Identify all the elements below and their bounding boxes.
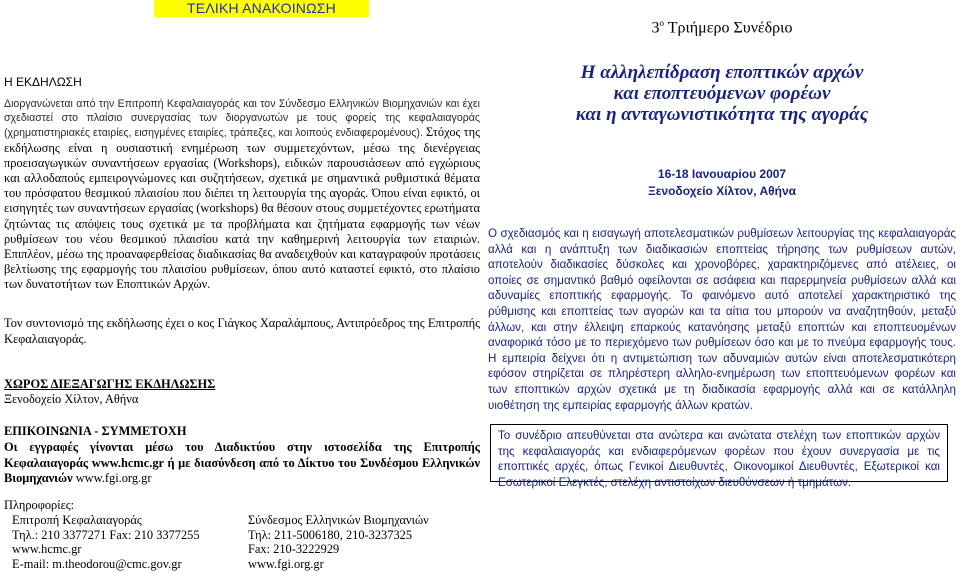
conference-dates-block [488, 166, 956, 200]
venue-text: Ξενοδοχείο Χίλτον, Αθήνα [4, 392, 139, 406]
info-line: Fax: 210-3222929 [248, 542, 340, 556]
title-line: και η ανταγωνιστικότητα της αγοράς [575, 104, 869, 125]
info-line: Επιτροπή Κεφαλαιαγοράς [12, 513, 142, 527]
audience-box: Το συνέδριο απευθύνεται στα ανώτερα και ανώτατα στελέχη των εποπτικών αρχών της κεφαλαιαγοράς και ενδιαφερόμενων φορέων που έχουν συνεργασία με τις εποπτικές αρχές, όπως Γενικοί Διευθυντές, Οικονομικοί Διευθυντές, Εξωτερικοί και Εσωτερικοί Ελεγκτές, στελέχη αντιστοίχων διευθύνσεων ή τμημάτων. [490, 424, 948, 482]
contact-heading: ΕΠΙΚΟΙΝΩΝΙΑ - ΣΥΜΜΕΤΟΧΗ [4, 424, 187, 438]
conference-number [488, 18, 956, 37]
conference-dates: 16-18 Ιανουαρίου 2007 [657, 167, 787, 181]
venue-heading: ΧΩΡΟΣ ΔΙΕΞΑΓΩΓΗΣ ΕΚΔΗΛΩΣΗΣ [4, 377, 216, 391]
hcmc-link[interactable]: www.hcmc.gr [12, 542, 82, 556]
final-announcement-title: ΤΕΛΙΚΗ ΑΝΑΚΟΙΝΩΣΗ [154, 0, 369, 17]
hcmc-email[interactable]: E-mail: m.theodorou@cmc.gov.gr [12, 556, 182, 571]
info-heading: Πληροφορίες: [4, 498, 75, 512]
info-hcmc-column [12, 513, 200, 571]
conf-text: Τριήμερο Συνέδριο [664, 19, 793, 37]
registration-bold-text: Οι εγγραφές γίνονται μέσω του Διαδικτύου στην ιστοσελίδα της Επιτροπής Κεφαλαιαγοράς www.hcmc.gr ή με διασύνδεση από το Δίκτυο του Συνδέσμου Ελληνικών Βιομηχανιών [4, 440, 480, 485]
info-line: Σύνδεσμος Ελληνικών Βιομηχανιών [248, 513, 429, 527]
registration-paragraph [4, 440, 480, 487]
info-line: Τηλ: 211-5006180, 210-3237325 [248, 527, 413, 542]
info-fgi-column [248, 513, 429, 571]
coordinator-paragraph: Τον συντονισμό της εκδήλωσης έχει ο κος Γιάγκος Χαραλάμπους, Αντιπρόεδρος της Επιτροπής Κεφαλαιαγοράς. [4, 316, 480, 346]
fgi-link-info[interactable]: www.fgi.org.gr [248, 556, 324, 571]
conf-number: 3 [651, 19, 660, 37]
conference-description: Ο σχεδιασμός και η εισαγωγή αποτελεσματικών ρυθμίσεων λειτουργίας της κεφαλαιαγοράς αλλά και η ανάπτυξη των διαδικασιών εποπτείας τήρησης των ρυθμίσεων αυτών, αποτελούν διαδικασίες δύσκολες και χρονοβόρες, χαρακτηριζόμενες από ατέλειες, οι οποίες σε σημαντικό βαθμό οφείλονται σε ασάφεια και παρερμηνεία ρυθμίσεων αλλά και αδυναμίες εποπτικής εφαρμογής. Το φαινόμενο αυτό αποτελεί χαρακτηριστικό της ρύθμισης και εποπτείας των αγορών και τα αίτια του μπορούν να αναζητηθούν, μεταξύ άλλων, και στην έλλειψη επαρκούς κατανόησης μεταξύ εποπτών και εποπτευομένων αναφορικά τόσο με το περιεχόμενο των ρυθμίσεων όσο και με το πνεύμα εφαρμογής τους. Η εμπειρία δείχνει ότι η αντιμετώπιση των αδυναμιών αυτών είναι αποτελεσματικότερη εφόσον στηρίζεται σε πληρέστερη αλληλο-ενημέρωση των εποπτευόμενων φορέων και των εποπτικών αρχών σχετικά με τη διαδικασία εφαρμογής αλλά και σε κατάλληλη υιοθέτηση της εμπειρίας εφαρμογής άλλων κρατών. [488, 227, 956, 412]
info-line: Τηλ.: 210 3377271 Fax: 210 3377255 [12, 527, 200, 542]
title-line: Η αλληλεπίδραση εποπτικών αρχών [580, 62, 864, 83]
fgi-link[interactable]: www.fgi.org.gr [75, 471, 152, 485]
title-line: και εποπτευόμενων φορέων [613, 83, 831, 104]
conf-ordinal: ο [659, 18, 665, 28]
event-description-paragraph [4, 97, 480, 293]
event-section-heading: Η ΕΚΔΗΛΩΣΗ [4, 75, 82, 89]
organizers-text: Διοργανώνεται από την Επιτροπή Κεφαλαιαγοράς και τον Σύνδεσμο Ελληνικών Βιομηχανιών και έχει σχεδιαστεί στο πλαίσιο συνεργασίας των διοργανωτών με τους φορείς της κεφαλαιαγοράς (χρηματιστηριακές εταιρίες, εισηγμένες εταιρίες, τράπεζες, και λοιπούς ενδιαφερομένους). [4, 98, 480, 140]
event-goal-text: Στόχος της εκδήλωσης είναι η ουσιαστική ενημέρωση των συμμετεχόντων, μέσω της διενέργειας προεισαγωγικών συναντήσεων εργασίας (Workshops), ειδικών παρουσιάσεων από εγχώριους και αλλοδαπούς εμπειρογνώμονες και συζητήσεων, σχετικά με σημαντικά ρυθμιστικά θέματα του πρόσφατου θεσμικού πλαισίου που διέπει τη λειτουργία της αγοράς. Όπου είναι εφικτό, οι εισηγητές των συναντήσεων εργασίας (workshops) θα θέσουν στους συμμετέχοντες ερωτήματα ζητώντας τις απόψεις τους σχετικά με τα προβλήματα και ζητήματα εφαρμογής των νέων ρυθμίσεων του νέου θεσμικού πλαισίου κατά την καθημερινή λειτουργία των εταιριών. Επιπλέον, μέσω της προαναφερθείσας διαδικασίας θα αναδειχθούν και καταγραφούν προτάσεις βελτίωσης της εφαρμογής του πλαισίου ρυθμίσεων, όπου αυτό καταστεί εφικτό, στο πλαίσιο των δυνατοτήτων των Εποπτικών Αρχών. [4, 125, 480, 292]
conference-location: Ξενοδοχείο Χίλτον, Αθήνα [648, 184, 796, 198]
conference-title [488, 62, 956, 125]
